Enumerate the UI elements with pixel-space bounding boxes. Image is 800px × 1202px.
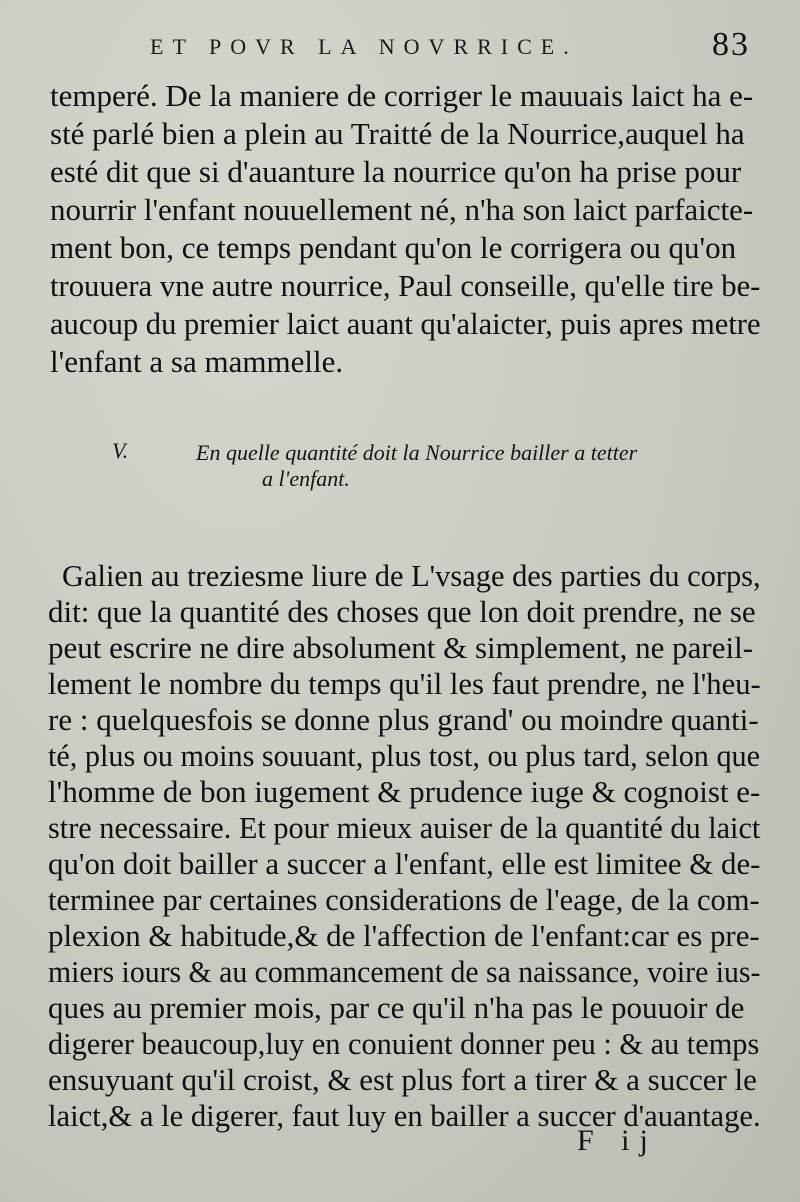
text-line: temperé. De la maniere de corriger le mauuais laict ha e- bbox=[50, 78, 754, 113]
text-line: re : quelquesfois se donne plus grand' ou moindre quanti- bbox=[48, 702, 759, 737]
text-line: laict,& a le digerer, faut luy en bailler a succer d'auantage. bbox=[48, 1098, 761, 1133]
text-line: miers iours & au commancement de sa naissance, voire ius- bbox=[48, 954, 761, 989]
text-line: qu'on doit bailler a succer a l'enfant, elle est limitee & de- bbox=[48, 846, 761, 881]
text-line: ensuyuant qu'il croist, & est plus fort a tirer & a succer le bbox=[48, 1062, 757, 1097]
text-line: l'enfant a sa mammelle. bbox=[50, 344, 344, 379]
text-line: dit: que la quantité des choses que lon doit prendre, ne se bbox=[48, 594, 756, 629]
text-line: peut escrire ne dire absolument & simplement, ne pareil- bbox=[48, 630, 754, 665]
text-line: sté parlé bien a plein au Traitté de la Nourrice,auquel ha bbox=[50, 116, 745, 151]
running-head: ET POVR LA NOVRRICE. bbox=[150, 34, 578, 59]
text-line: ment bon, ce temps pendant qu'on le corrigera ou qu'on bbox=[50, 230, 737, 265]
section-heading-line: a l'enfant. bbox=[262, 466, 350, 491]
text-line: terminee par certaines considerations de l'eage, de la com- bbox=[48, 882, 760, 917]
text-line: esté dit que si d'auanture la nourrice qu'on ha prise pour bbox=[50, 154, 742, 189]
text-line: plexion & habitude,& de l'affection de l'enfant:car es pre- bbox=[48, 918, 760, 953]
text-line: l'homme de bon iugement & prudence iuge & cognoist e- bbox=[48, 774, 761, 809]
text-line: nourrir l'enfant nouuellement né, n'ha son laict parfaicte- bbox=[50, 192, 754, 227]
page-number: 83 bbox=[712, 26, 750, 63]
section-heading-line: En quelle quantité doit la Nourrice bailler a tetter bbox=[196, 440, 638, 465]
text-line: lement le nombre du temps qu'il les faut prendre, ne l'heu- bbox=[48, 666, 761, 701]
text-line: Galien au treziesme liure de L'vsage des parties du corps, bbox=[62, 558, 761, 593]
signature-mark: F ij bbox=[577, 1124, 658, 1157]
section-number: V. bbox=[112, 438, 129, 463]
text-line: té, plus ou moins souuant, plus tost, ou plus tard, selon que bbox=[48, 738, 761, 773]
text-line: aucoup du premier laict auant qu'alaicter, puis apres metre bbox=[50, 306, 761, 341]
text-line: trouuera vne autre nourrice, Paul conseille, qu'elle tire be- bbox=[50, 268, 761, 303]
text-line: ques au premier mois, par ce qu'il n'ha pas le pouuoir de bbox=[48, 990, 745, 1025]
text-line: stre necessaire. Et pour mieux auiser de la quantité du laict bbox=[48, 810, 761, 845]
text-line: digerer beaucoup,luy en conuient donner peu : & au temps bbox=[48, 1026, 760, 1061]
